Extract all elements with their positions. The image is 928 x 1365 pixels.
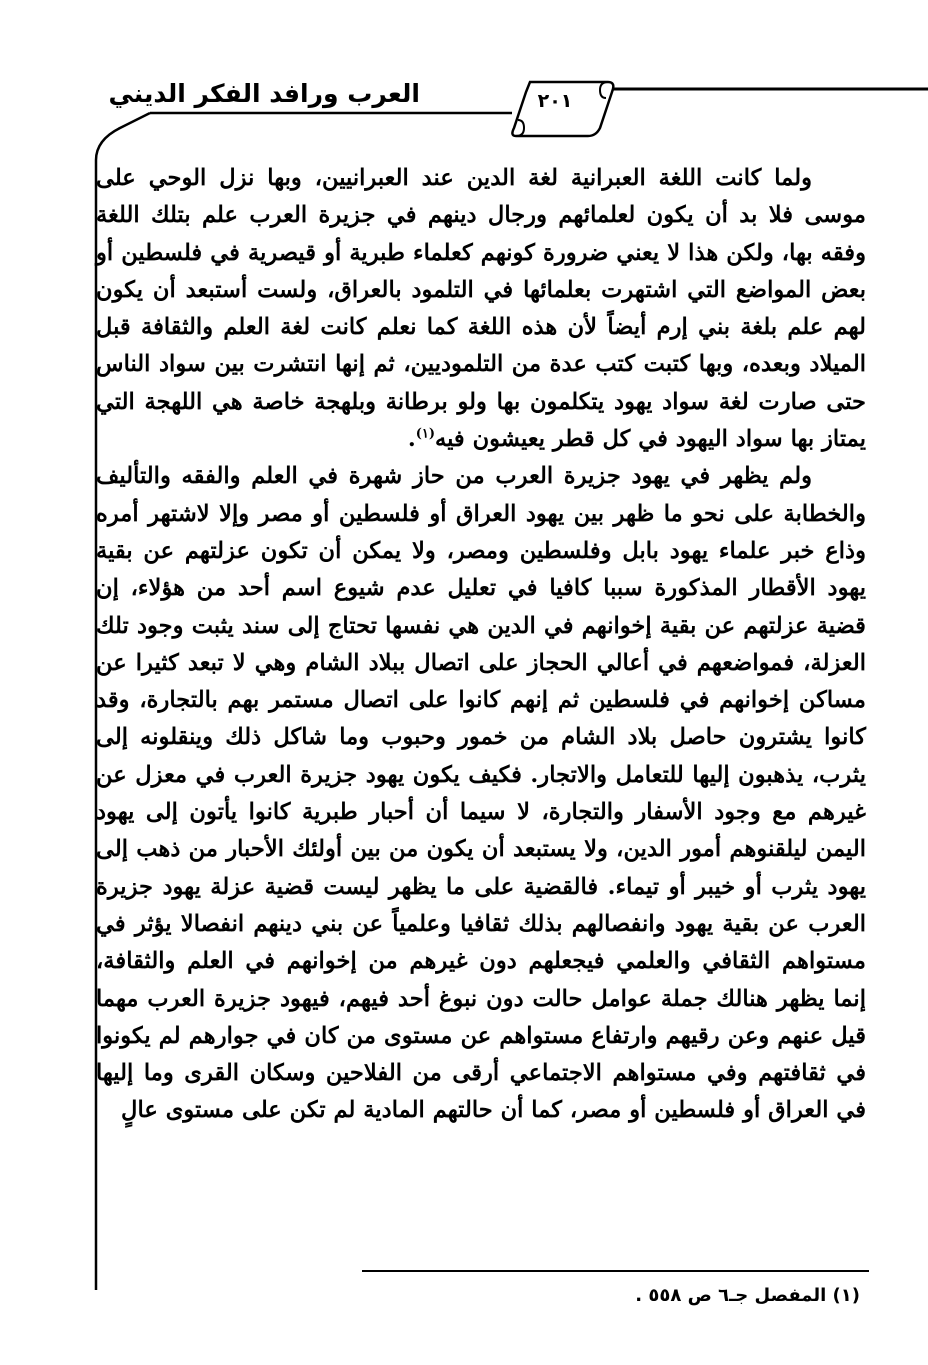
paragraph-2-text: ولم يظهر في يهود جزيرة العرب من حاز شهرة في العلم والفقه والتأليف والخطابة على نحو ما ظهر بين يهود العراق أو فلسطين أو مصر وإلا لاشتهر أمره وذاع خبر علماء يهود بابل وفلسطين ومصر، ولا يمكن أن تكون عزلتهم عن بقية يهود الأقطار المذكورة سببا كافيا في تعليل عدم شيوع اسم أحد من هؤلاء، إن قضية عزلتهم عن بقية إخوانهم في الدين هي نفسها تحتاج إلى سند يثبت وجود تلك العزلة، فمواضعهم في أعالي الحجاز على اتصال ببلاد الشام وهي لا تبعد كثيرا عن مساكن إخوانهم في فلسطين ثم إنهم كانوا على اتصال مستمر بهم بالتجارة، وقد كانوا يشترون حاصل بلاد الشام من خمور وحبوب وما شاكل ذلك وينقلونه إلى يثرب، يذهبون إليها للتعامل والاتجار. فكيف يكون يهود جزيرة العرب في معزل عن غيرهم مع وجود الأسفار والتجارة، لا سيما أن أحبار طبرية كانوا يأتون إلى يهود اليمن ليلقنوهم أمور الدين، ولا يستبعد أن يكون من بين أولئك الأحبار من ذهب إلى يهود يثرب أو خيبر أو تيماء. فالقضية على ما يظهر ليست قضية عزلة يهود جزيرة العرب عن بقية يهود وانفصالهم بذلك ثقافيا وعلمياً عن بني دينهم انفصالا يؤثر في مستواهم الثقافي والعلمي فيجعلهم دون غيرهم من إخوانهم في العلم والثقافة، إنما يظهر هنالك جملة عوامل حالت دون نبوغ أحد فيهم، فيهود جزيرة العرب مهما قيل عنهم وعن رقيهم وارتفاع مستواهم عن مستوى من كان في جوارهم لم يكونوا في ثقافتهم وفي مستواهم الاجتماعي أرقى من الفلاحين وسكان القرى وما إليها في العراق أو فلسطين أو مصر، كما أن حالتهم المادية لم تكن على مستوى عالٍ — [96, 463, 866, 1124]
body-text — [96, 160, 866, 1130]
running-head-title: العرب ورافد الفكر الديني — [108, 79, 420, 108]
footnote: (١) المفصل جـ٦ ص ٥٥٨ . — [635, 1285, 860, 1306]
footnote-marker: (١) — [415, 426, 435, 442]
paragraph-1-text: ولما كانت اللغة العبرانية لغة الدين عند العبرانيين، وبها نزل الوحي على موسى فلا بد أن يكون لعلمائهم ورجال دينهم في جزيرة العرب علم بتلك اللغة وفقه بها، ولكن هذا لا يعني ضرورة كونهم كعلماء طبرية أو قيصرية في فلسطين أو بعض المواضع التي اشتهرت بعلمائها في التلمود بالعراق، ولست أستبعد أن يكون لهم علم بلغة بني إرم أيضاً لأن هذه اللغة كما نعلم كانت لغة العلم والثقافة قبل الميلاد وبعده، وبها كتبت كتب عدة من التلموديين، ثم إنها انتشرت بين سواد الناس حتى صارت لغة سواد يهود يتكلمون بها ولو برطانة وبلهجة خاصة هي اللهجة التي يمتاز بها سواد اليهود في كل قطر يعيشون فيه — [96, 165, 866, 453]
paragraph-2 — [96, 458, 866, 1129]
page-number: ٢٠١ — [537, 90, 573, 112]
paragraph-1 — [96, 160, 866, 458]
footnote-divider — [362, 1270, 869, 1272]
paragraph-1-end: . — [407, 426, 416, 453]
